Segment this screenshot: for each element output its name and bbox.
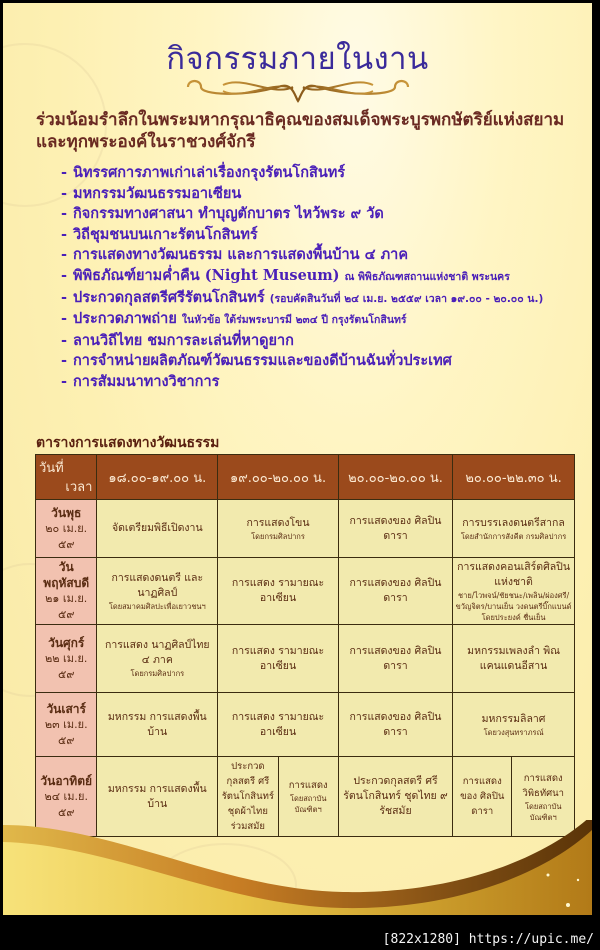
list-item: - ลานวิถีไทย ชมการละเล่นที่หาดูยาก — [61, 332, 294, 349]
time-header: ๒๐.๐๐-๒๒.๓๐ น. — [453, 455, 575, 500]
day-cell: วันพฤหัสบดี ๒๑ เม.ย. ๕๙ — [36, 558, 97, 625]
schedule-title: ตารางการแสดงทางวัฒนธรรม — [36, 435, 220, 451]
list-item: - พิพิธภัณฑ์ยามค่ำคืน (Night Museum) ณ พิพิธภัณฑสถานแห่งชาติ พระนคร — [61, 266, 510, 284]
day-cell: วันพุธ ๒๐ เม.ย. ๕๙ — [36, 500, 97, 558]
event-cell: การแสดงของ ศิลปินดารา — [338, 693, 452, 757]
list-item: - มหกรรมวัฒนธรรมอาเซียน — [61, 185, 242, 202]
event-cell: การแสดง รามายณะอาเซียน — [218, 558, 339, 625]
day-cell: วันอาทิตย์ ๒๔ เม.ย. ๕๙ — [36, 757, 97, 837]
intro-text — [36, 109, 576, 153]
intro-line-1: ร่วมน้อมรำลึกในพระมหากรุณาธิคุณของสมเด็จพระบูรพกษัตริย์แห่งสยาม — [36, 110, 565, 130]
event-cell: การแสดงคอนเสิร์ตศิลปินแห่งชาติ ชาย/ไวพจน์/ชัยชนะ/เพลิน/ผ่องศรี/ ขวัญจิตร/บานเย็น วงดนตรีบิ๊กแบนด์โดยประยงค์ ชื่นเย็น — [453, 558, 575, 625]
table-header-row — [36, 455, 575, 500]
event-cell: ประกวดกุลสตรี ศรีรัตนโกสินทร์ ชุดผ้าไทย ร่วมสมัย — [218, 757, 278, 837]
event-cell: การแสดงของ ศิลปินดารา — [338, 558, 452, 625]
event-cell: การแสดง วิพิธทัศนา โดยสถาบันบัณฑิตฯ — [512, 757, 575, 837]
table-row — [36, 558, 575, 625]
time-header: ๒๐.๐๐-๒๐.๐๐ น. — [338, 455, 452, 500]
time-header: ๑๙.๐๐-๒๐.๐๐ น. — [218, 455, 339, 500]
poster — [3, 3, 592, 915]
watermark: [822x1280] https://upic.me/ — [382, 932, 594, 947]
table-row — [36, 625, 575, 693]
event-cell: การแสดงของ ศิลปินดารา — [338, 625, 452, 693]
event-cell: การแสดงดนตรี และนาฏศิลป์ โดยสมาคมศิลปะเพื่อเยาวชนฯ — [97, 558, 218, 625]
intro-line-2: และทุกพระองค์ในราชวงศ์จักรี — [36, 132, 256, 152]
table-row — [36, 693, 575, 757]
flourish-ornament-icon — [183, 75, 413, 105]
event-cell: มหกรรม การแสดงพื้นบ้าน — [97, 693, 218, 757]
day-cell: วันศุกร์ ๒๒ เม.ย. ๕๙ — [36, 625, 97, 693]
event-cell: การแสดงของ ศิลปินดารา — [453, 757, 512, 837]
list-item: - วิถีชุมชนบนเกาะรัตนโกสินทร์ — [61, 226, 258, 243]
event-cell: มหกรรมเพลงลำ พิณ แคนแดนอีสาน — [453, 625, 575, 693]
list-item: - ประกวดกุลสตรีศรีรัตนโกสินทร์ (รอบคัดสินวันที่ ๒๔ เม.ย. ๒๕๕๙ เวลา ๑๙.๐๐ - ๒๐.๐๐ น.) — [61, 289, 544, 306]
list-item: - การจำหน่ายผลิตภัณฑ์วัฒนธรรมและของดีบ้านฉันทั่วประเทศ — [61, 353, 452, 370]
event-cell: ประกวดกุลสตรี ศรีรัตนโกสินทร์ ชุดไทย ๙ รัชสมัย — [338, 757, 452, 837]
table-row — [36, 500, 575, 558]
day-cell: วันเสาร์ ๒๓ เม.ย. ๕๙ — [36, 693, 97, 757]
page-title: กิจกรรมภายในงาน — [166, 41, 429, 77]
event-cell: การแสดงโขน โดยกรมศิลปากร — [218, 500, 339, 558]
event-cell: การแสดง นาฏศิลป์ไทย ๔ ภาค โดยกรมศิลปากร — [97, 625, 218, 693]
list-item: - กิจกรรมทางศาสนา ทำบุญตักบาตร ไหว้พระ ๙ วัด — [61, 206, 384, 223]
event-cell: การแสดง รามายณะอาเซียน — [218, 693, 339, 757]
event-cell: การแสดง โดยสถาบันบัณฑิตฯ — [278, 757, 338, 837]
event-cell: มหกรรม การแสดงพื้นบ้าน — [97, 757, 218, 837]
event-cell: การบรรเลงดนตรีสากล โดยสำนักการสังคีต กรมศิลปากร — [453, 500, 575, 558]
list-item: - การสัมมนาทางวิชาการ — [61, 373, 220, 390]
event-cell: การแสดง รามายณะอาเซียน — [218, 625, 339, 693]
schedule-table — [35, 454, 575, 837]
event-cell: จัดเตรียมพิธีเปิดงาน — [97, 500, 218, 558]
list-item: - ประกวดภาพถ่าย ในหัวข้อ ใต้ร่มพระบารมี ๒๓๔ ปี กรุงรัตนโกสินทร์ — [61, 311, 407, 328]
time-header: ๑๘.๐๐-๑๙.๐๐ น. — [97, 455, 218, 500]
event-cell: มหกรรมลิลาศ โดยวงสุนทราภรณ์ — [453, 693, 575, 757]
event-cell: การแสดงของ ศิลปินดารา — [338, 500, 452, 558]
gold-swoosh-decoration — [3, 820, 592, 915]
activities-list — [61, 163, 591, 393]
corner-header: วันที่ เวลา — [36, 455, 97, 500]
list-item: - การแสดงทางวัฒนธรรม และการแสดงพื้นบ้าน ๔ ภาค — [61, 247, 409, 264]
list-item: - นิทรรศการภาพเก่าเล่าเรื่องกรุงรัตนโกสินทร์ — [61, 165, 346, 181]
